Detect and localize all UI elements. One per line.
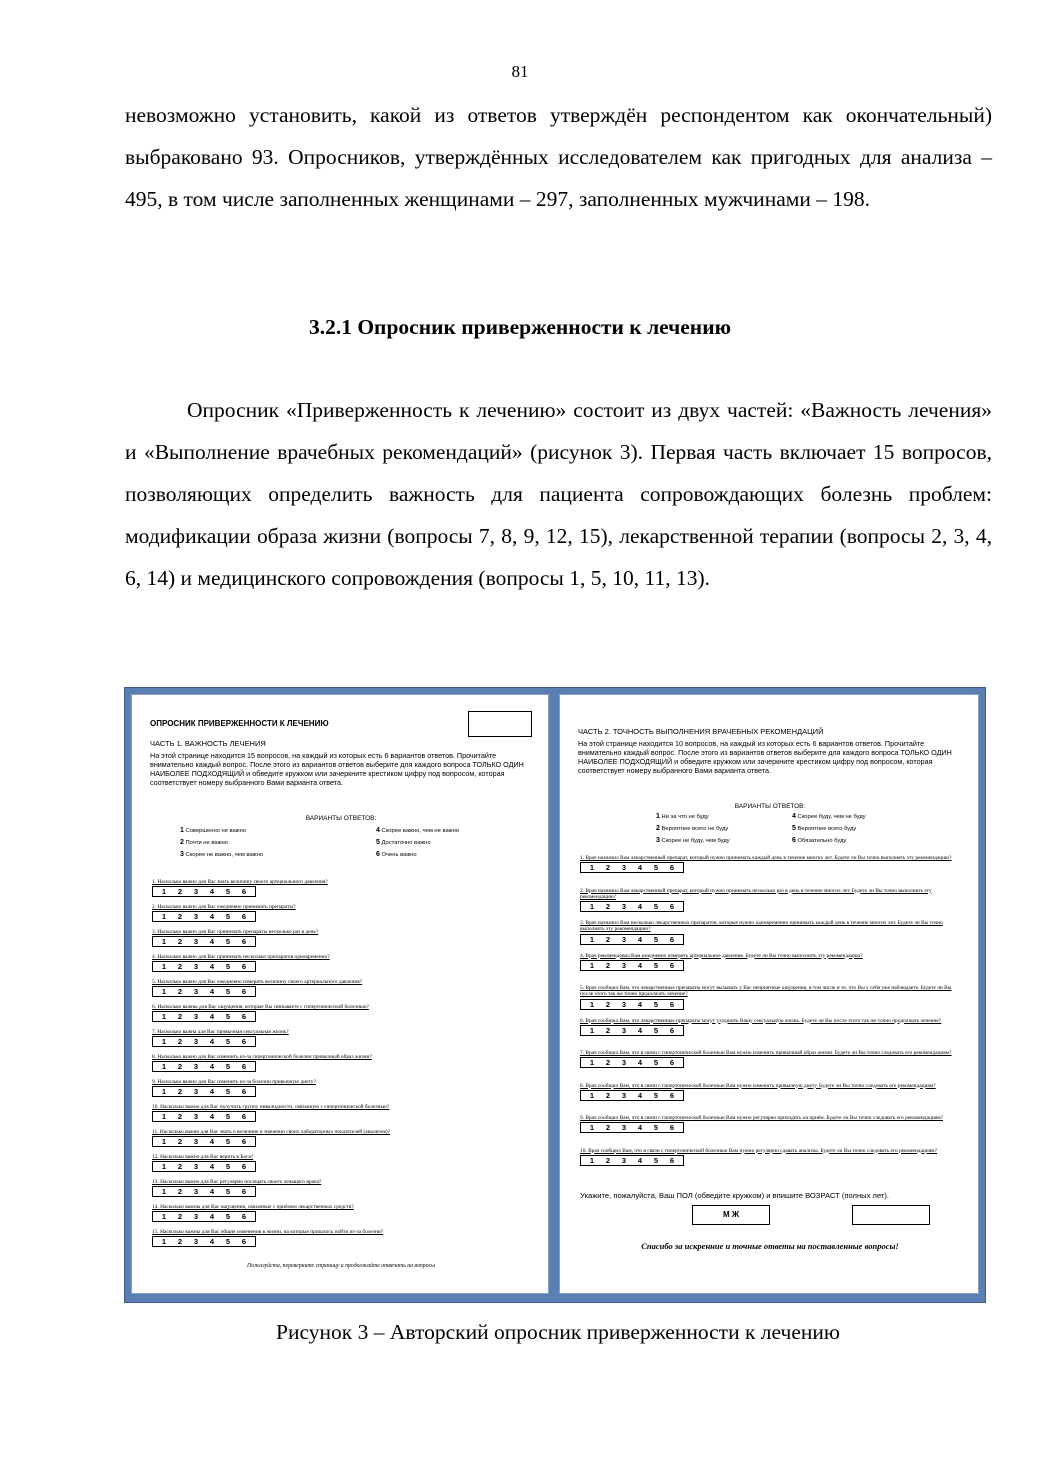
question-item <box>152 1104 532 1122</box>
part1-title: ЧАСТЬ 1. ВАЖНОСТЬ ЛЕЧЕНИЯ <box>150 739 266 748</box>
scale-number[interactable]: 6 <box>241 987 247 997</box>
scale-number[interactable]: 2 <box>177 987 183 997</box>
scale-number[interactable]: 4 <box>209 937 215 947</box>
answer-scale[interactable] <box>580 1155 684 1166</box>
scale-number[interactable]: 4 <box>209 887 215 897</box>
scale-number[interactable]: 3 <box>193 987 199 997</box>
part2-options-heading: ВАРИАНТЫ ОТВЕТОВ: <box>734 803 806 810</box>
question-item <box>152 879 532 897</box>
question-item <box>152 979 532 997</box>
scale-number[interactable]: 3 <box>621 1123 627 1133</box>
answer-scale[interactable] <box>152 1236 256 1247</box>
scale-number[interactable]: 2 <box>177 1237 183 1247</box>
scale-number[interactable]: 2 <box>605 960 611 970</box>
question-item <box>152 1004 532 1022</box>
scale-number[interactable]: 3 <box>193 1187 199 1197</box>
scale-number[interactable]: 1 <box>161 937 167 947</box>
answer-scale[interactable] <box>152 1111 256 1122</box>
answer-option-number: 3 <box>656 837 660 844</box>
answer-option-number: 1 <box>180 827 184 834</box>
scale-number[interactable]: 6 <box>241 1012 247 1022</box>
answer-option-label: Скорее буду, чем не буду <box>795 814 866 820</box>
answer-option-number: 3 <box>180 851 184 858</box>
answer-option-number: 6 <box>792 837 796 844</box>
answer-scale[interactable] <box>152 1061 256 1072</box>
scale-number[interactable]: 3 <box>193 962 199 972</box>
scale-number[interactable]: 4 <box>637 934 643 944</box>
question-text: 2. Насколько важно для Вас ежедневно принимать препараты? <box>152 904 296 910</box>
scale-number[interactable]: 2 <box>177 937 183 947</box>
scale-number[interactable]: 1 <box>589 999 595 1009</box>
scale-number[interactable]: 1 <box>589 960 595 970</box>
question-text: 3. Врач назначил Вам несколько лекарственных препаратов, которые нужно одновременно принимать каждый день в течение многих лет. Будете ли Вы точно выполнять эту рекомендацию? <box>580 920 943 933</box>
scale-number[interactable]: 3 <box>621 1025 627 1035</box>
scale-number[interactable]: 6 <box>669 960 675 970</box>
scale-number[interactable]: 4 <box>209 1212 215 1222</box>
scale-number[interactable]: 4 <box>209 962 215 972</box>
scale-number[interactable]: 1 <box>161 912 167 922</box>
scale-number[interactable]: 2 <box>177 1187 183 1197</box>
answer-option-number: 2 <box>180 839 184 846</box>
answer-option-label: Почти не важно <box>183 840 228 846</box>
question-text: 6. Насколько важны для Вас ощущения, которые Вы связываете с гипертонической болезнью? <box>152 1004 369 1010</box>
answer-scale[interactable] <box>152 911 256 922</box>
question-item <box>580 1050 964 1068</box>
scale-number[interactable]: 5 <box>225 912 231 922</box>
scale-number[interactable]: 6 <box>241 1212 247 1222</box>
question-text: 10. Насколько важно для Вас получить группу инвалидности, связанную с гипертонической болезнью? <box>152 1104 390 1110</box>
scale-number[interactable]: 3 <box>621 1058 627 1068</box>
question-item <box>580 1018 964 1036</box>
question-text: 14. Насколько важны для Вас ощущения, связанные с приёмом лекарственных средств? <box>152 1204 354 1210</box>
scale-number[interactable]: 6 <box>241 1237 247 1247</box>
scale-number[interactable]: 6 <box>669 1090 675 1100</box>
question-item <box>152 1054 532 1072</box>
scale-number[interactable]: 5 <box>225 1087 231 1097</box>
scale-number[interactable]: 1 <box>161 987 167 997</box>
question-text: 4. Насколько важно для Вас принимать несколько препаратов одновременно? <box>152 954 330 960</box>
scale-number[interactable]: 3 <box>193 887 199 897</box>
scale-number[interactable]: 2 <box>177 1112 183 1122</box>
scale-number[interactable]: 5 <box>225 1037 231 1047</box>
scale-number[interactable]: 3 <box>621 934 627 944</box>
scale-number[interactable]: 5 <box>653 1058 659 1068</box>
answer-option-label: Скорее не буду, чем буду <box>659 838 730 844</box>
scale-number[interactable]: 6 <box>241 1187 247 1197</box>
scale-number[interactable]: 4 <box>209 1087 215 1097</box>
answer-option-number: 1 <box>656 813 660 820</box>
scale-number[interactable]: 6 <box>241 912 247 922</box>
scale-number[interactable]: 5 <box>225 1212 231 1222</box>
scale-number[interactable]: 1 <box>161 1062 167 1072</box>
answer-scale[interactable] <box>152 936 256 947</box>
question-item <box>152 1229 532 1247</box>
scale-number[interactable]: 3 <box>193 1162 199 1172</box>
scale-number[interactable]: 5 <box>653 960 659 970</box>
scale-number[interactable]: 3 <box>193 1212 199 1222</box>
scale-number[interactable]: 2 <box>605 1123 611 1133</box>
scale-number[interactable]: 1 <box>161 887 167 897</box>
scale-number[interactable]: 5 <box>653 863 659 873</box>
answer-option-number: 5 <box>376 839 380 846</box>
question-item <box>580 985 964 1010</box>
scale-number[interactable]: 1 <box>161 1162 167 1172</box>
answer-scale[interactable] <box>580 1057 684 1068</box>
scale-number[interactable]: 6 <box>669 1025 675 1035</box>
answer-option-label: Скорее важно, чем не важно <box>379 828 459 834</box>
scale-number[interactable]: 3 <box>621 960 627 970</box>
scale-number[interactable]: 2 <box>605 902 611 912</box>
scale-number[interactable]: 5 <box>225 1137 231 1147</box>
question-item <box>152 1179 532 1197</box>
question-text: 12. Насколько важно для Вас верить в Бога? <box>152 1154 254 1160</box>
scale-number[interactable]: 5 <box>225 1237 231 1247</box>
answer-option <box>180 827 246 834</box>
answer-option <box>376 839 431 846</box>
question-text: 8. Насколько важно для Вас изменить из-за гипертонической болезни привычный образ жизни? <box>152 1054 372 1060</box>
scale-number[interactable]: 2 <box>177 1062 183 1072</box>
answer-scale[interactable] <box>580 1122 684 1133</box>
answer-scale[interactable] <box>152 1136 256 1147</box>
scale-number[interactable]: 6 <box>669 1155 675 1165</box>
questionnaire-part1-sheet <box>131 694 549 1294</box>
scale-number[interactable]: 1 <box>161 1212 167 1222</box>
question-item <box>152 1154 532 1172</box>
question-text: 4. Врач рекомендовал Вам ежедневно измерять артериальное давление. Будете ли Вы точно выполнять эту рекомендацию? <box>580 952 863 959</box>
scale-number[interactable]: 1 <box>589 863 595 873</box>
question-text: 1. Насколько важно для Вас знать величину своего артериального давления? <box>152 879 328 885</box>
scale-number[interactable]: 4 <box>637 1025 643 1035</box>
question-text: 8. Врач сообщил Вам, что в связи с гипертонической болезнью Вам нужно изменить привычную диету. Будете ли Вы точно следовать его рекомендациям? <box>580 1082 936 1089</box>
answer-option-label: Достаточно важно <box>379 840 431 846</box>
answer-option <box>792 837 846 844</box>
scale-number[interactable]: 5 <box>653 1123 659 1133</box>
scale-number[interactable]: 6 <box>669 999 675 1009</box>
age-box <box>852 1205 930 1225</box>
question-item <box>580 1148 964 1166</box>
question-item <box>152 1029 532 1047</box>
scale-number[interactable]: 1 <box>589 1025 595 1035</box>
answer-scale[interactable] <box>152 961 256 972</box>
scale-number[interactable]: 3 <box>621 902 627 912</box>
scale-number[interactable]: 5 <box>653 902 659 912</box>
answer-option-number: 4 <box>376 827 380 834</box>
scale-number[interactable]: 6 <box>669 863 675 873</box>
scale-number[interactable]: 3 <box>193 1012 199 1022</box>
question-text: 6. Врач сообщил Вам, что лекарственные препараты могут ухудшить Вашу сексуальную жизнь. Будете ли Вы после этого так же точно продолжать лечение? <box>580 1017 942 1024</box>
answer-option-label: Скорее не важно, чем важно <box>183 852 263 858</box>
question-item <box>152 1204 532 1222</box>
thanks-note: Спасибо за искренние и точные ответы на поставленные вопросы! <box>641 1241 899 1251</box>
page-number: 81 <box>511 62 529 81</box>
answer-option-number: 4 <box>792 813 796 820</box>
scale-number[interactable]: 5 <box>653 1025 659 1035</box>
scale-number[interactable]: 3 <box>621 999 627 1009</box>
scale-number[interactable]: 1 <box>589 902 595 912</box>
scale-number[interactable]: 3 <box>621 1090 627 1100</box>
scale-number[interactable]: 6 <box>669 1058 675 1068</box>
question-text: 13. Насколько важно для Вас регулярно посещать своего лечащего врача? <box>152 1179 322 1185</box>
scale-number[interactable]: 5 <box>653 934 659 944</box>
answer-option-label: Вероятнее всего не буду <box>659 826 729 832</box>
answer-option-label: Очень важно <box>379 852 417 858</box>
scale-number[interactable]: 5 <box>225 987 231 997</box>
question-text: 3. Насколько важно для Вас принимать препараты несколько раз в день? <box>152 929 319 935</box>
question-item <box>580 888 964 913</box>
question-text: 1. Врач назначил Вам лекарственный препарат, который нужно принимать каждый день в течение многих лет. Будете ли Вы точно выполнять эту рекомендацию? <box>580 855 952 861</box>
scale-number[interactable]: 5 <box>653 1155 659 1165</box>
question-item <box>580 1083 964 1101</box>
question-item <box>152 1079 532 1097</box>
scale-number[interactable]: 2 <box>177 912 183 922</box>
question-text: 7. Насколько важна для Вас привычная сексуальная жизнь? <box>152 1029 289 1035</box>
scale-number[interactable]: 4 <box>209 1237 215 1247</box>
scale-number[interactable]: 6 <box>669 1123 675 1133</box>
answer-scale[interactable] <box>580 1025 684 1036</box>
question-text: 10. Врач сообщил Вам, что в связи с гипертонической болезнью Вам нужно регулярно сдавать анализы. Будете ли Вы точно следовать его рекомендациям? <box>580 1147 937 1154</box>
scale-number[interactable]: 5 <box>225 962 231 972</box>
scale-number[interactable]: 2 <box>605 1025 611 1035</box>
answer-option <box>656 813 709 820</box>
part2-intro: На этой странице находится 10 вопросов, на каждый из которых есть 6 вариантов ответов. Прочитайте внимательно каждый вопрос. После этого из вариантов ответов выберите для каждого вопроса ТОЛЬКО ОДИН НАИБОЛЕЕ ПОДХОДЯЩИЙ и обведите кружком или зачеркните крестиком цифру под вопросом, которая соответствует номеру выбранного Вами варианта ответа. <box>578 739 952 775</box>
scale-number[interactable]: 3 <box>193 937 199 947</box>
questionnaire-part2-sheet <box>559 694 979 1294</box>
scale-number[interactable]: 4 <box>209 1137 215 1147</box>
paragraph-description: Опросник «Приверженность к лечению» состоит из двух частей: «Важность лечения» и «Выполнение врачебных рекомендаций» (рисунок 3). Первая часть включает 15 вопросов, позволяющих определить важность для пациента сопровождающих болезнь проблем: модификации образа жизни (вопросы 7, 8, 9, 12, 15), лекарственной терапии (вопросы 2, 3, 4, 6, 14) и медицинского сопровождения (вопросы 1, 5, 10, 11, 13). <box>125 398 992 590</box>
scale-number[interactable]: 6 <box>241 887 247 897</box>
sex-age-instruction: Укажите, пожалуйста, Ваш ПОЛ (обведите кружком) и впишите ВОЗРАСТ (полных лет). <box>580 1191 890 1200</box>
scale-number[interactable]: 6 <box>241 1087 247 1097</box>
answer-option-label: Ни за что не буду <box>659 814 709 820</box>
scale-number[interactable]: 4 <box>209 1187 215 1197</box>
scale-number[interactable]: 6 <box>241 962 247 972</box>
figure-questionnaire <box>124 687 986 1303</box>
question-text: 11. Насколько важно для Вас знать о величине и значении своих лабораторных показателей (анализов)? <box>152 1129 391 1135</box>
scale-number[interactable]: 1 <box>589 1123 595 1133</box>
scale-number[interactable]: 2 <box>605 1090 611 1100</box>
scale-number[interactable]: 3 <box>193 1087 199 1097</box>
scale-number[interactable]: 1 <box>161 1087 167 1097</box>
scale-number[interactable]: 6 <box>241 1112 247 1122</box>
answer-scale[interactable] <box>580 934 684 945</box>
scale-number[interactable]: 2 <box>177 1212 183 1222</box>
question-text: 5. Врач сообщил Вам, что лекарственные препараты могут вызывать у Вас неприятные ощущения, в том числе и те, что Вы у себя уже наблюдаете. Будете ли Вы после этого так же точно продолжать лечение? <box>580 985 952 998</box>
scale-number[interactable]: 5 <box>225 887 231 897</box>
figure-caption: Рисунок 3 – Авторский опросник приверженности к лечению <box>276 1320 840 1344</box>
answer-scale[interactable] <box>152 1036 256 1047</box>
question-text: 5. Насколько важно для Вас ежедневно измерять величину своего артериального давления? <box>152 979 363 985</box>
part1-options-heading: ВАРИАНТЫ ОТВЕТОВ: <box>305 815 377 822</box>
answer-option <box>792 813 866 820</box>
part1-intro: На этой странице находится 15 вопросов, на каждый из которых есть 6 вариантов ответов. Прочитайте внимательно каждый вопрос. После этого из вариантов ответов выберите для каждого вопроса ТОЛЬКО ОДИН НАИБОЛЕЕ ПОДХОДЯЩИЙ и обведите кружком или зачеркните крестиком цифру под вопросом, которая соответствует номеру выбранного Вами варианта ответа. <box>150 751 524 787</box>
scale-number[interactable]: 2 <box>605 1058 611 1068</box>
scale-number[interactable]: 4 <box>637 1155 643 1165</box>
scale-number[interactable]: 5 <box>225 937 231 947</box>
scale-number[interactable]: 3 <box>193 1062 199 1072</box>
question-item <box>152 904 532 922</box>
answer-option-number: 6 <box>376 851 380 858</box>
answer-option <box>376 851 417 858</box>
answer-option <box>656 837 730 844</box>
scale-number[interactable]: 1 <box>589 1058 595 1068</box>
scale-number[interactable]: 4 <box>209 912 215 922</box>
scale-number[interactable]: 1 <box>161 1112 167 1122</box>
scale-number[interactable]: 5 <box>225 1162 231 1172</box>
answer-scale[interactable] <box>152 1161 256 1172</box>
scale-number[interactable]: 2 <box>177 962 183 972</box>
scale-number[interactable]: 4 <box>209 1012 215 1022</box>
answer-option-label: Вероятнее всего буду <box>795 826 857 832</box>
scale-number[interactable]: 4 <box>637 863 643 873</box>
scale-number[interactable]: 5 <box>225 1012 231 1022</box>
scale-number[interactable]: 2 <box>605 863 611 873</box>
scale-number[interactable]: 1 <box>161 1012 167 1022</box>
answer-scale[interactable] <box>152 1186 256 1197</box>
scale-number[interactable]: 3 <box>193 912 199 922</box>
answer-scale[interactable] <box>152 886 256 897</box>
scale-number[interactable]: 6 <box>241 1137 247 1147</box>
scale-number[interactable]: 1 <box>161 962 167 972</box>
scale-number[interactable]: 4 <box>209 1162 215 1172</box>
scale-number[interactable]: 6 <box>241 937 247 947</box>
section-heading: 3.2.1 Опросник приверженности к лечению <box>308 315 732 339</box>
question-item <box>580 953 964 971</box>
scale-number[interactable]: 4 <box>637 902 643 912</box>
answer-option <box>792 825 856 832</box>
answer-scale[interactable] <box>580 1090 684 1101</box>
scale-number[interactable]: 1 <box>161 1137 167 1147</box>
question-text: 15. Насколько важны для Вас общие изменения в жизни, на которые пришлось пойти из-за болезни? <box>152 1229 384 1235</box>
question-text: 9. Врач сообщил Вам, что в связи с гипертонической болезнью Вам нужно регулярно приходить на приём. Будете ли Вы точно следовать его рекомендациям? <box>580 1115 943 1121</box>
scale-number[interactable]: 5 <box>225 1062 231 1072</box>
question-item <box>152 1129 532 1147</box>
scale-number[interactable]: 4 <box>637 1058 643 1068</box>
paragraph-continuation: невозможно установить, какой из ответов утверждён респондентом как окончательный) выбраковано 93. Опросников, утверждённых исследователем как пригодных для анализа – 495, в том числе заполненных женщинами – 297, заполненных мужчинами – 198. <box>125 103 992 211</box>
scale-number[interactable]: 2 <box>177 1162 183 1172</box>
scale-number[interactable]: 1 <box>161 1037 167 1047</box>
question-item <box>152 929 532 947</box>
answer-option <box>180 851 263 858</box>
scale-number[interactable]: 4 <box>637 1090 643 1100</box>
scale-number[interactable]: 3 <box>193 1112 199 1122</box>
scale-number[interactable]: 2 <box>605 934 611 944</box>
answer-scale[interactable] <box>580 960 684 971</box>
answer-option-label: Обязательно буду <box>795 838 847 844</box>
part1-footer-note: Пожалуйста, переверните страницу и продолжайте отвечать на вопросы <box>246 1263 436 1269</box>
scale-number[interactable]: 4 <box>209 1112 215 1122</box>
scale-number[interactable]: 5 <box>225 1112 231 1122</box>
score-box <box>468 711 532 737</box>
sex-box: М Ж <box>692 1205 770 1225</box>
scale-number[interactable]: 2 <box>177 1012 183 1022</box>
scale-number[interactable]: 5 <box>225 1187 231 1197</box>
scale-number[interactable]: 1 <box>161 1187 167 1197</box>
scale-number[interactable]: 3 <box>621 863 627 873</box>
scale-number[interactable]: 4 <box>209 987 215 997</box>
answer-option <box>180 839 228 846</box>
scale-number[interactable]: 3 <box>193 1137 199 1147</box>
question-text: 2. Врач назначил Вам лекарственный препарат, который нужно принимать несколько раз в день в течение многих лет. Будете ли Вы точно выполнять эту рекомендацию? <box>580 887 932 900</box>
answer-option-number: 2 <box>656 825 660 832</box>
scale-number[interactable]: 1 <box>161 1237 167 1247</box>
scale-number[interactable]: 1 <box>589 1090 595 1100</box>
question-item <box>580 1115 964 1133</box>
part2-title: ЧАСТЬ 2. ТОЧНОСТЬ ВЫПОЛНЕНИЯ ВРАЧЕБНЫХ РЕКОМЕНДАЦИЙ <box>578 727 824 736</box>
answer-scale[interactable] <box>152 986 256 997</box>
scale-number[interactable]: 5 <box>653 999 659 1009</box>
scale-number[interactable]: 3 <box>193 1237 199 1247</box>
questionnaire-title: ОПРОСНИК ПРИВЕРЖЕННОСТИ К ЛЕЧЕНИЮ <box>150 719 329 728</box>
scale-number[interactable]: 4 <box>209 1037 215 1047</box>
scale-number[interactable]: 2 <box>605 1155 611 1165</box>
question-text: 7. Врач сообщил Вам, что в связи с гипертонической болезнью Вам нужно изменить привычный образ жизни. Будете ли Вы точно следовать его рекомендациям? <box>580 1050 952 1056</box>
scale-number[interactable]: 3 <box>193 1037 199 1047</box>
scale-number[interactable]: 6 <box>669 934 675 944</box>
scale-number[interactable]: 3 <box>621 1155 627 1165</box>
scale-number[interactable]: 2 <box>177 1037 183 1047</box>
scale-number[interactable]: 6 <box>241 1062 247 1072</box>
scale-number[interactable]: 1 <box>589 1155 595 1165</box>
scale-number[interactable]: 6 <box>241 1162 247 1172</box>
scale-number[interactable]: 2 <box>177 1137 183 1147</box>
answer-scale[interactable] <box>152 1211 256 1222</box>
question-item <box>152 954 532 972</box>
scale-number[interactable]: 2 <box>177 887 183 897</box>
answer-scale[interactable] <box>152 1086 256 1097</box>
scale-number[interactable]: 2 <box>177 1087 183 1097</box>
scale-number[interactable]: 1 <box>589 934 595 944</box>
scale-number[interactable]: 6 <box>241 1037 247 1047</box>
answer-scale[interactable] <box>580 999 684 1010</box>
question-item <box>580 920 964 945</box>
scale-number[interactable]: 6 <box>669 902 675 912</box>
answer-option <box>656 825 728 832</box>
answer-scale[interactable] <box>152 1011 256 1022</box>
scale-number[interactable]: 4 <box>637 960 643 970</box>
answer-option-label: Совершенно не важно <box>183 828 247 834</box>
answer-scale[interactable] <box>580 901 684 912</box>
question-item <box>580 855 964 873</box>
question-text: 9. Насколько важно для Вас изменить из-за болезни привычную диету? <box>152 1079 316 1085</box>
scale-number[interactable]: 5 <box>653 1090 659 1100</box>
answer-scale[interactable] <box>580 862 684 873</box>
scale-number[interactable]: 4 <box>637 1123 643 1133</box>
answer-option <box>376 827 459 834</box>
scale-number[interactable]: 2 <box>605 999 611 1009</box>
answer-option-number: 5 <box>792 825 796 832</box>
scale-number[interactable]: 4 <box>209 1062 215 1072</box>
scale-number[interactable]: 4 <box>637 999 643 1009</box>
